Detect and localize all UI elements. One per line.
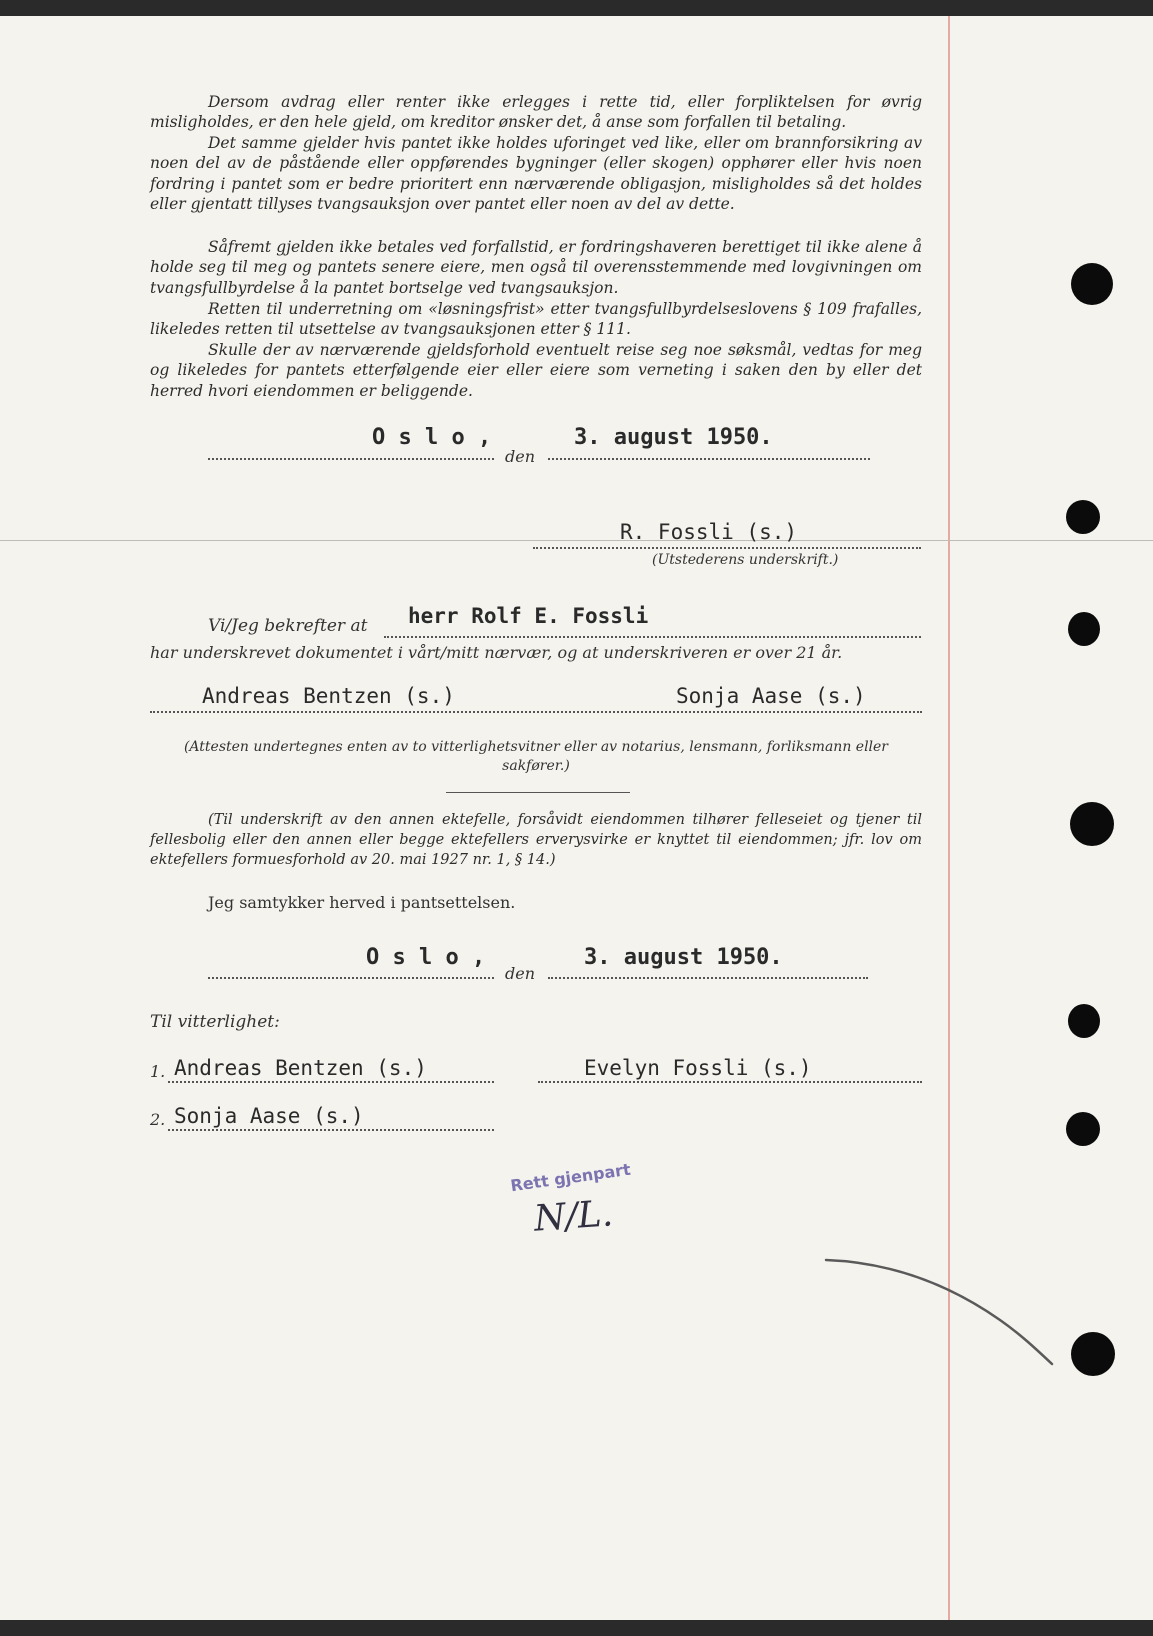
paragraph-enforcement: Såfremt gjelden ikke betales ved forfallstid, er fordringshaveren berettiget til ikke alene å holde seg til meg og pantets senere eiere, men også til overensstemmende med lovgivningen om tvangsfullbyrdelse å la pantet bortselge ved tvangsauksjon. (150, 238, 922, 297)
paragraph-security: Det samme gjelder hvis pantet ikke holdes uforinget ved like, eller om brannforsikring av noen del av de påstående eller oppførendes bygninger (eller skogen) opphører eller hvis noen fordring i pantet som er bedre prioritert enn nærværende obligasjon, misligholdes så det holdes eller gjentatt tillyses tvangsauksjon over pantet eller noen av del av dette. (150, 134, 922, 214)
punch-hole (1066, 500, 1100, 534)
witness-1-signature: Andreas Bentzen (s.) (202, 684, 455, 708)
attestation-number-1: 1. (150, 1062, 166, 1081)
witness-2-signature: Sonja Aase (s.) (676, 684, 866, 708)
attestation-number-2: 2. (150, 1110, 166, 1129)
date-typed: 3. august 1950. (574, 425, 773, 450)
consent-place-dotted-line (208, 977, 494, 979)
punch-hole (1071, 263, 1113, 305)
paragraph-redemption: Retten til underretning om «løsningsfrist» etter tvangsfullbyrdelseslovens § 109 frafalles, likeledes retten til utsettelse av tvangsauksjonen etter § 111. (150, 300, 922, 339)
witnesses-dotted-line (150, 711, 922, 713)
attestation-witness-1-line (168, 1081, 494, 1083)
red-margin-line (948, 16, 950, 1620)
punch-hole (1070, 802, 1114, 846)
consent-date-typed: 3. august 1950. (584, 945, 783, 970)
pen-stroke (820, 1250, 1060, 1370)
consent-text: Jeg samtykker herved i pantsettelsen. (208, 893, 516, 912)
attestation-witness-2-line (168, 1129, 494, 1131)
handwritten-initials: N/L. (532, 1193, 615, 1240)
page-fold-line (0, 540, 1153, 541)
paragraph-default: Dersom avdrag eller renter ikke erlegges i rette tid, eller forpliktelsen for øvrig misligholdes, er den hele gjeld, om kreditor ønsker det, å anse som forfallen til betaling. (150, 93, 922, 132)
place-typed: O s l o , (372, 425, 492, 450)
section-rule (446, 792, 630, 793)
date-dotted-line (548, 458, 870, 460)
confirmed-name: herr Rolf E. Fossli (408, 604, 649, 628)
consent-den-label: den (505, 964, 536, 983)
place-dotted-line (208, 458, 494, 460)
issuer-dotted-line (533, 547, 921, 549)
attestation-note-text: (Attesten undertegnes enten av to vitterlighetsvitner eller av notarius, lensmann, forliksmann eller sakfører.) (183, 739, 889, 774)
issuer-signature: R. Fossli (s.) (620, 520, 798, 544)
paragraph-venue: Skulle der av nærværende gjeldsforhold eventuelt reise seg noe søksmål, vedtas for meg og likeledes for pantets etterfølgende eier eller eiere som verneting i saken den by eller det herred hvori eiendommen er beliggende. (150, 341, 922, 400)
punch-hole (1066, 1112, 1100, 1146)
spouse-signature-line (538, 1081, 922, 1083)
confirmation-text: har underskrevet dokumentet i vårt/mitt nærvær, og at underskriveren er over 21 år. (150, 643, 843, 662)
spouse-signature: Evelyn Fossli (s.) (584, 1056, 812, 1080)
scan-bottom-edge (0, 1620, 1153, 1636)
confirmed-name-dotted-line (384, 636, 921, 638)
scan-top-edge (0, 0, 1153, 16)
spouse-note: (Til underskrift av den annen ektefelle, forsåvidt eiendommen tilhører felleseiet og tjener til fellesbolig eller den annen eller begge ektefellers erverysvirke er knyttet til eiendommen; jfr. lov om ektefellers formuesforhold av 20. mai 1927 nr. 1, § 14.) (150, 812, 922, 868)
confirmation-prefix: Vi/Jeg bekrefter at (208, 616, 368, 636)
den-label: den (505, 447, 536, 466)
attestation-witness-2: Sonja Aase (s.) (174, 1104, 364, 1128)
issuer-caption: (Utstederens underskrift.) (652, 552, 839, 568)
punch-hole (1071, 1332, 1115, 1376)
copy-stamp: Rett gjenpart (509, 1159, 632, 1196)
attestation-note (150, 738, 922, 776)
consent-place-typed: O s l o , (366, 945, 486, 970)
punch-hole (1068, 1004, 1100, 1038)
attestation-heading: Til vitterlighet: (150, 1012, 280, 1032)
attestation-witness-1: Andreas Bentzen (s.) (174, 1056, 427, 1080)
consent-date-dotted-line (548, 977, 868, 979)
punch-hole (1068, 612, 1100, 646)
